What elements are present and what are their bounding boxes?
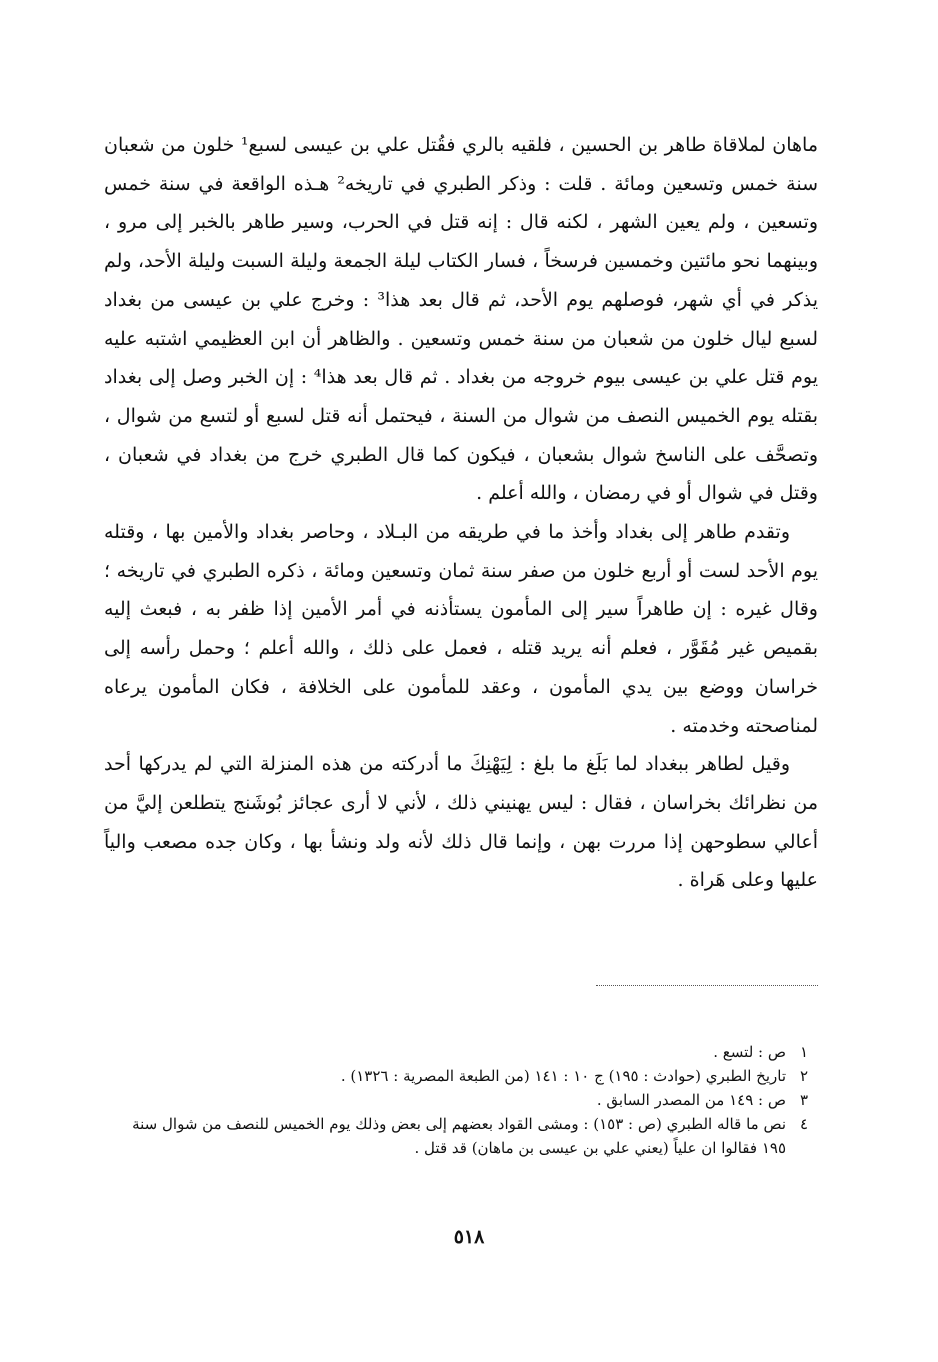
paragraph-3: وقيل لطاهر ببغداد لما بَلَغ ما بلغ : لِيَهْنِكَ ما أدركته من هذه المنزلة التي لم يدركها أحد من نظرائك بخراسان ، فقال : ليس يهنيني ذلك ، لأني لا أرى عجائز بُوشَنج يتطلعن إليَّ من أعالي سطوحهن إذا مررت بهن ، وإنما قال ذلك لأنه ولد ونشأ بها ، وكان جده مصعب والياً عليها وعلى هَراة . bbox=[104, 753, 818, 892]
footnote-separator bbox=[596, 985, 818, 986]
footnote-number: ٢ bbox=[799, 1067, 808, 1085]
page-number: ٥١٨ bbox=[453, 1226, 485, 1248]
footnote-text: نص ما قاله الطبري (ص : ١٥٣) : ومشى القواد بعضهم إلى بعض وذلك يوم الخميس للنصف من شوال سنة ١٩٥ فقالوا ان علياً (يعني علي بن عيسى بن ماهان) قد قتل . bbox=[132, 1115, 786, 1157]
footnote-text: تاريخ الطبري (حوادث : ١٩٥) ج ١٠ : ١٤١ (من الطبعة المصرية : ١٣٢٦) . bbox=[340, 1067, 786, 1085]
paragraph-1: ماهان لملاقاة طاهر بن الحسين ، فلقيه بالري فقُتل علي بن عيسى لسبع¹ خلون من شعبان سنة خمس وتسعين ومائة . قلت : وذكر الطبري في تاريخه² هـذه الواقعة في سنة خمس وتسعين ، ولم يعين الشهر ، لكنه قال : إنه قتل في الحرب، وسير طاهر بالخبر إلى مرو ، وبينهما نحو مائتين وخمسين فرسخاً ، فسار الكتاب ليلة الجمعة وليلة السبت وليلة الأحد، ولم يذكر في أي شهر، فوصلهم يوم الأحد، ثم قال بعد هذا³ : وخرج علي بن عيسى من بغداد لسبع ليال خلون من شعبان من سنة خمس وتسعين . والظاهر أن ابن العظيمي اشتبه عليه يوم قتل علي بن عيسى بيوم خروجه من بغداد . ثم قال بعد هذا⁴ : إن الخبر وصل إلى بغداد بقتله يوم الخميس النصف من شوال من السنة ، فيحتمل أنه قتل لسبع أو لتسع من شوال ، وتصحَّف على الناسخ شوال بشعبان ، فيكون كما قال الطبري خرج من بغداد في شعبان ، وقتل في شوال أو في رمضان ، والله أعلم . bbox=[104, 134, 819, 505]
footnote-number: ٤ bbox=[799, 1115, 808, 1133]
main-text bbox=[104, 126, 818, 900]
paragraph-2: وتقدم طاهر إلى بغداد وأخذ ما في طريقه من البـلاد ، وحاصر بغداد والأمين بها ، وقتله يوم الأحد لست أو أربع خلون من صفر سنة ثمان وتسعين ومائة ، ذكره الطبري في تاريخه ؛ وقال غيره : إن طاهراً سير إلى المأمون يستأذنه في أمر الأمين إذا ظفر به ، فبعث إليه بقميص غير مُقَوَّر ، فعلم أنه يريد قتله ، فعمل على ذلك ، والله أعلم ؛ وحمل رأسه إلى خراسان ووضع بين يدي المأمون ، وعقد للمأمون على الخلافة ، فكان المأمون يرعاه لمناصحته وخدمته . bbox=[104, 521, 818, 737]
footnote-text: ص : لتسع . bbox=[713, 1043, 786, 1061]
footnote-text: ص : ١٤٩ من المصدر السابق . bbox=[596, 1091, 786, 1109]
footnote-4 bbox=[104, 1112, 808, 1160]
footnote-3 bbox=[104, 1088, 808, 1112]
footnote-number: ٣ bbox=[799, 1091, 808, 1109]
footnotes bbox=[104, 1040, 808, 1160]
footnote-2 bbox=[104, 1064, 808, 1088]
footnote-1 bbox=[104, 1040, 808, 1064]
footnote-number: ١ bbox=[799, 1043, 808, 1061]
